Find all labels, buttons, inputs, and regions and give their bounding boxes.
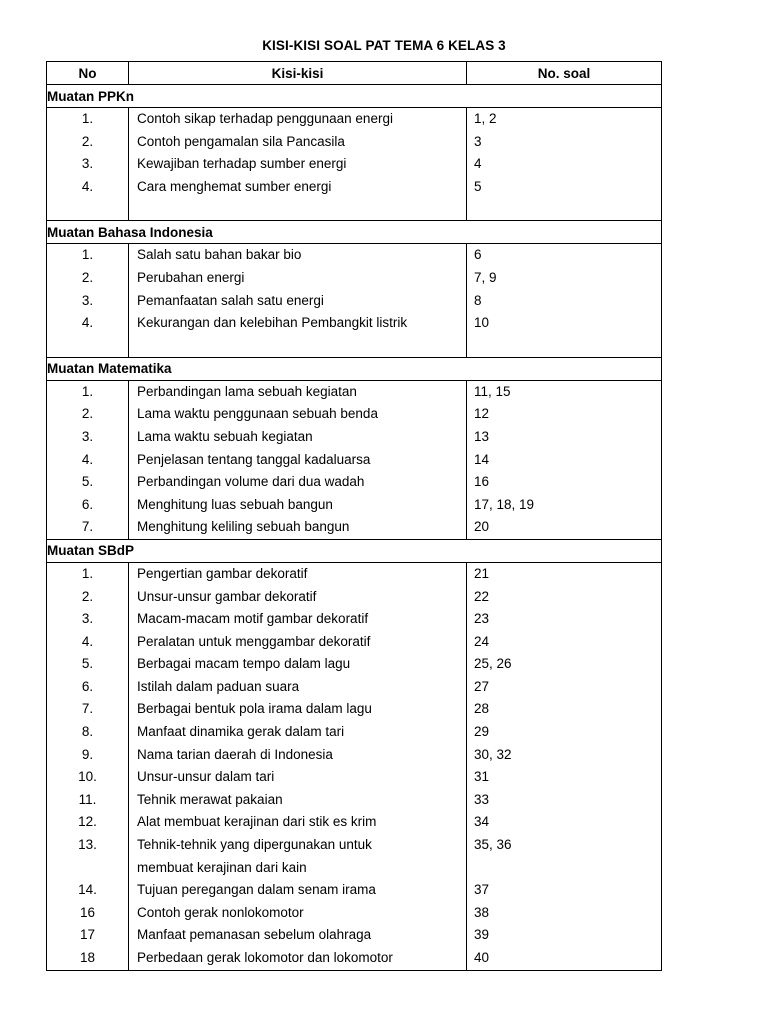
question-numbers-blank xyxy=(467,857,661,880)
question-numbers: 34 xyxy=(474,814,490,830)
row-number: 2. xyxy=(81,269,94,285)
empty-spacer xyxy=(129,335,466,357)
kisi-kisi-text: Perbedaan gerak lokomotor dan lokomotor xyxy=(137,950,393,965)
header-no-soal: No. soal xyxy=(467,62,662,85)
kisi-kisi-text: Cara menghemat sumber energi xyxy=(137,178,332,194)
question-numbers: 17, 18, 19 xyxy=(474,496,535,512)
row-number: 8. xyxy=(81,724,94,740)
question-numbers: 21 xyxy=(474,565,490,581)
row-number: 4. xyxy=(81,451,94,467)
kisi-kisi-text: Contoh gerak nonlokomotor xyxy=(137,904,304,920)
question-numbers: 20 xyxy=(474,519,490,535)
question-numbers: 25, 26 xyxy=(474,656,512,672)
empty-spacer xyxy=(47,198,128,220)
kisi-kisi-text: Unsur-unsur gambar dekoratif xyxy=(137,588,317,604)
row-number: 7. xyxy=(81,519,94,535)
row-number: 5. xyxy=(81,656,94,672)
row-number: 6. xyxy=(81,496,94,512)
question-numbers: 23 xyxy=(474,611,490,627)
no-soal-column xyxy=(467,244,662,357)
kisi-kisi-text: Manfaat dinamika gerak dalam tari xyxy=(137,724,345,740)
question-numbers: 12 xyxy=(474,406,490,422)
kisi-kisi-text: Pengertian gambar dekoratif xyxy=(137,565,308,581)
kisi-kisi-text: Kewajiban terhadap sumber energi xyxy=(137,156,347,172)
kisi-kisi-column xyxy=(129,108,467,221)
question-numbers: 5 xyxy=(474,178,482,194)
row-number: 7. xyxy=(81,701,94,717)
section-body-row xyxy=(47,380,662,539)
row-number: 10. xyxy=(78,769,97,785)
no-soal-column xyxy=(467,380,662,539)
row-number: 6. xyxy=(81,678,94,694)
kisi-kisi-text: Macam-macam motif gambar dekoratif xyxy=(137,611,369,627)
kisi-kisi-column xyxy=(129,244,467,357)
row-number: 16 xyxy=(79,904,96,920)
section-header-row xyxy=(47,221,662,244)
kisi-kisi-text: Lama waktu sebuah kegiatan xyxy=(137,428,313,444)
kisi-kisi-text: Penjelasan tentang tanggal kadaluarsa xyxy=(137,451,371,467)
row-number: 5. xyxy=(81,474,94,490)
kisi-kisi-text: membuat kerajinan dari kain xyxy=(137,859,307,875)
kisi-kisi-text: Perubahan energi xyxy=(137,269,245,285)
kisi-kisi-column xyxy=(129,562,467,970)
question-numbers: 39 xyxy=(474,927,490,943)
kisi-kisi-text: Kekurangan dan kelebihan Pembangkit listrik xyxy=(137,315,408,331)
no-column xyxy=(47,108,129,221)
question-numbers: 31 xyxy=(474,769,490,785)
no-soal-column xyxy=(467,108,662,221)
kisi-kisi-text: Berbagai bentuk pola irama dalam lagu xyxy=(137,701,372,717)
row-number: 3. xyxy=(81,611,94,627)
row-number: 14. xyxy=(78,882,97,898)
no-column xyxy=(47,380,129,539)
kisi-kisi-text: Peralatan untuk menggambar dekoratif xyxy=(137,633,371,649)
empty-spacer xyxy=(467,335,661,357)
kisi-kisi-text: Unsur-unsur dalam tari xyxy=(137,769,275,785)
question-numbers: 11, 15 xyxy=(474,383,511,399)
kisi-kisi-text: Alat membuat kerajinan dari stik es krim xyxy=(137,814,377,830)
kisi-kisi-text: Berbagai macam tempo dalam lagu xyxy=(137,656,351,672)
row-number: 18 xyxy=(79,950,96,965)
section-body-row xyxy=(47,562,662,970)
row-number: 2. xyxy=(81,588,94,604)
question-numbers: 35, 36 xyxy=(474,837,512,853)
table-body xyxy=(47,85,662,971)
row-number-blank xyxy=(47,857,128,880)
question-numbers: 6 xyxy=(474,247,482,263)
row-number: 3. xyxy=(81,428,94,444)
section-header-row xyxy=(47,85,662,108)
row-number: 17 xyxy=(79,927,96,943)
kisi-kisi-text: Tehnik merawat pakaian xyxy=(137,791,283,807)
row-number: 3. xyxy=(81,156,94,172)
question-numbers: 28 xyxy=(474,701,490,717)
row-number: 4. xyxy=(81,178,94,194)
row-number: 1. xyxy=(81,383,94,399)
no-column xyxy=(47,244,129,357)
question-numbers: 40 xyxy=(474,950,490,965)
kisi-kisi-text: Perbandingan volume dari dua wadah xyxy=(137,474,365,490)
question-numbers: 10 xyxy=(474,315,490,331)
row-number: 1. xyxy=(81,565,94,581)
row-number: 9. xyxy=(81,746,94,762)
kisi-kisi-text: Tehnik-tehnik yang dipergunakan untuk xyxy=(137,837,372,853)
empty-spacer xyxy=(47,335,128,357)
section-title: Muatan Matematika xyxy=(47,357,662,380)
row-number: 4. xyxy=(81,315,94,331)
row-number: 1. xyxy=(81,111,94,126)
question-numbers: 7, 9 xyxy=(474,269,497,285)
no-soal-column xyxy=(467,562,662,970)
kisi-kisi-text: Istilah dalam paduan suara xyxy=(137,678,300,694)
row-number: 1. xyxy=(81,247,94,263)
row-number: 4. xyxy=(81,633,94,649)
section-body-row xyxy=(47,244,662,357)
empty-spacer xyxy=(129,198,466,220)
section-title: Muatan PPKn xyxy=(47,85,662,108)
question-numbers: 22 xyxy=(474,588,490,604)
question-numbers: 38 xyxy=(474,904,490,920)
row-number: 12. xyxy=(78,814,97,830)
question-numbers: 3 xyxy=(474,133,482,149)
question-numbers: 13 xyxy=(474,428,490,444)
kisi-kisi-text: Salah satu bahan bakar bio xyxy=(137,247,302,263)
question-numbers: 14 xyxy=(474,451,490,467)
document-title: KISI-KISI SOAL PAT TEMA 6 KELAS 3 xyxy=(262,38,506,53)
question-numbers: 8 xyxy=(474,292,482,308)
section-header-row xyxy=(47,539,662,562)
kisi-kisi-text: Menghitung keliling sebuah bangun xyxy=(137,519,350,535)
section-body-row xyxy=(47,108,662,221)
row-number: 3. xyxy=(81,292,94,308)
kisi-kisi-text: Lama waktu penggunaan sebuah benda xyxy=(137,406,378,422)
empty-spacer xyxy=(467,198,661,220)
kisi-kisi-text: Manfaat pemanasan sebelum olahraga xyxy=(137,927,372,943)
kisi-kisi-text: Nama tarian daerah di Indonesia xyxy=(137,746,333,762)
row-number: 11. xyxy=(78,791,97,807)
row-number: 13. xyxy=(78,837,97,853)
kisi-kisi-text: Contoh sikap terhadap penggunaan energi xyxy=(137,111,393,126)
table-header-row xyxy=(47,62,662,85)
kisi-kisi-text: Tujuan peregangan dalam senam irama xyxy=(137,882,376,898)
question-numbers: 24 xyxy=(474,633,490,649)
section-header-row xyxy=(47,357,662,380)
question-numbers: 33 xyxy=(474,791,490,807)
header-kisi-kisi: Kisi-kisi xyxy=(129,62,467,85)
header-no: No xyxy=(47,62,129,85)
question-numbers: 27 xyxy=(474,678,490,694)
kisi-kisi-column xyxy=(129,380,467,539)
row-number: 2. xyxy=(81,406,94,422)
kisi-kisi-text: Perbandingan lama sebuah kegiatan xyxy=(137,383,357,399)
question-numbers: 1, 2 xyxy=(474,111,497,126)
question-numbers: 29 xyxy=(474,724,490,740)
section-title: Muatan Bahasa Indonesia xyxy=(47,221,662,244)
question-numbers: 16 xyxy=(474,474,490,490)
question-numbers: 4 xyxy=(474,156,482,172)
section-title: Muatan SBdP xyxy=(47,539,662,562)
question-numbers: 37 xyxy=(474,882,490,898)
kisi-kisi-text: Contoh pengamalan sila Pancasila xyxy=(137,133,345,149)
row-number: 2. xyxy=(81,133,94,149)
no-column xyxy=(47,562,129,970)
kisi-kisi-table xyxy=(46,61,662,971)
kisi-kisi-text: Menghitung luas sebuah bangun xyxy=(137,496,333,512)
question-numbers: 30, 32 xyxy=(474,746,512,762)
kisi-kisi-text: Pemanfaatan salah satu energi xyxy=(137,292,324,308)
